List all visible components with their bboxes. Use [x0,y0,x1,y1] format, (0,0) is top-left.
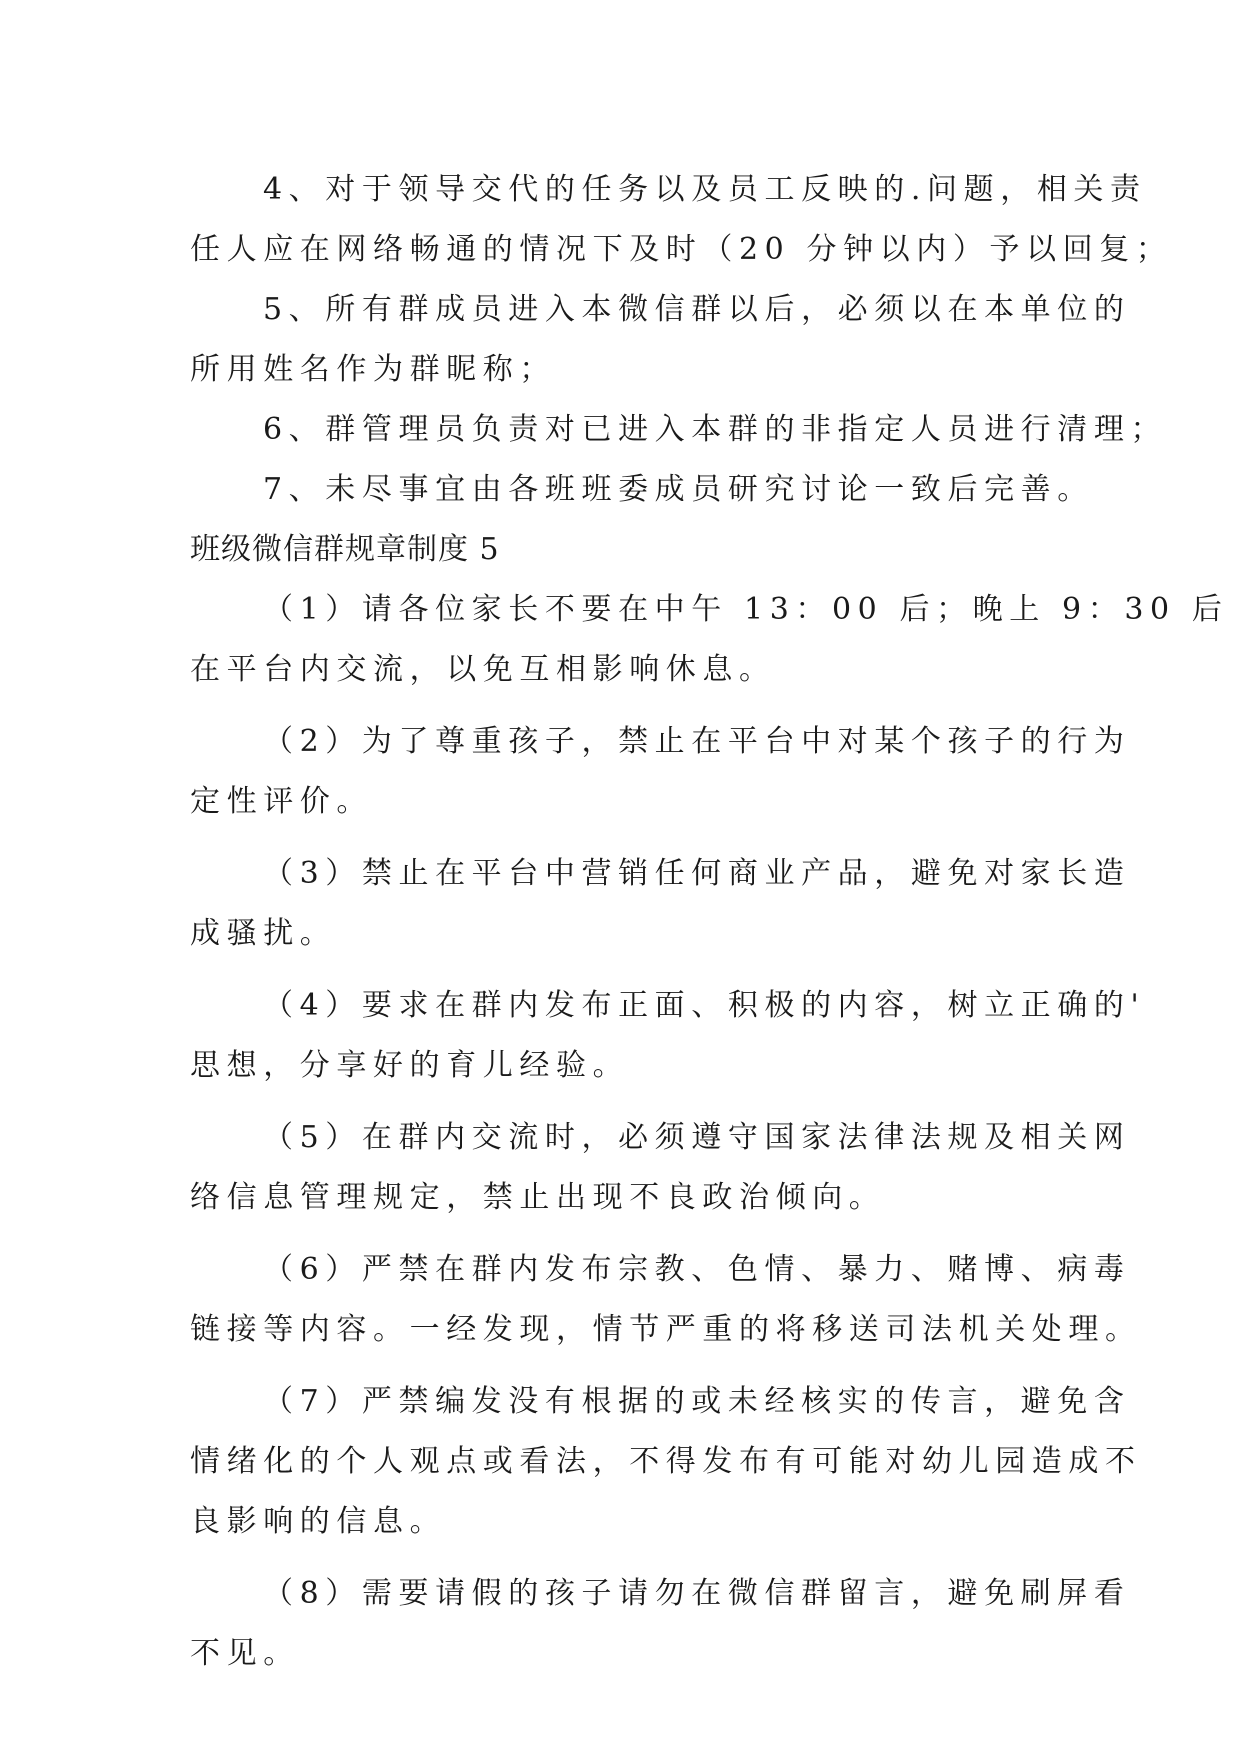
rule-item-5 [190,1108,1131,1228]
rule-line: （4）要求在群内发布正面、积极的内容，树立正确的' [263,988,1146,1023]
paragraph-line: 7、未尽事宜由各班班委成员研究讨论一致后完善。 [263,472,1094,507]
paragraph-line: 5、所有群成员进入本微信群以后，必须以在本单位的 [263,292,1131,327]
rule-line: （5）在群内交流时，必须遵守国家法律法规及相关网 [263,1120,1131,1155]
rule-item-6 [190,1240,1142,1360]
paragraph-line: 任人应在网络畅通的情况下及时（20 分钟以内）予以回复； [190,232,1173,267]
rule-item-7 [190,1372,1142,1552]
rule-line: （8）需要请假的孩子请勿在微信群留言，避免刷屏看 [263,1576,1131,1611]
rule-line: 良影响的信息。 [190,1504,447,1539]
rule-item-4 [190,976,1146,1096]
rule-item-3 [190,844,1131,964]
document-body [190,160,1229,1684]
rule-line: （7）严禁编发没有根据的或未经核实的传言，避免含 [263,1384,1131,1419]
paragraph-line: 所用姓名作为群昵称； [190,352,556,387]
paragraph-item-7 [190,460,1094,520]
rule-line: 定性评价。 [190,784,373,819]
rule-item-2 [190,712,1131,832]
rule-line: 成骚扰。 [190,916,337,951]
paragraph-item-5 [190,280,1131,400]
rule-line: 不见。 [190,1636,300,1671]
rule-line: 链接等内容。一经发现，情节严重的将移送司法机关处理。 [190,1312,1142,1347]
rule-item-1 [190,580,1229,700]
rule-line: 思想，分享好的育儿经验。 [190,1048,630,1083]
rule-line: 在平台内交流，以免互相影响休息。 [190,652,776,687]
paragraph-line: 6、群管理员负责对已进入本群的非指定人员进行清理； [263,412,1168,447]
rule-line: 络信息管理规定，禁止出现不良政治倾向。 [190,1180,886,1215]
rule-line: （3）禁止在平台中营销任何商业产品，避免对家长造 [263,856,1131,891]
rule-line: 情绪化的个人观点或看法，不得发布有可能对幼儿园造成不 [190,1444,1142,1479]
rule-item-8 [190,1564,1131,1684]
rule-line: （1）请各位家长不要在中午 13：00 后；晚上 9：30 后 [263,592,1229,627]
section-title: 班级微信群规章制度 5 [190,532,500,567]
paragraph-item-4 [190,160,1173,280]
paragraph-line: 4、对于领导交代的任务以及员工反映的.问题，相关责 [263,172,1147,207]
paragraph-item-6 [190,400,1168,460]
rule-line: （6）严禁在群内发布宗教、色情、暴力、赌博、病毒 [263,1252,1131,1287]
rule-line: （2）为了尊重孩子，禁止在平台中对某个孩子的行为 [263,724,1131,759]
